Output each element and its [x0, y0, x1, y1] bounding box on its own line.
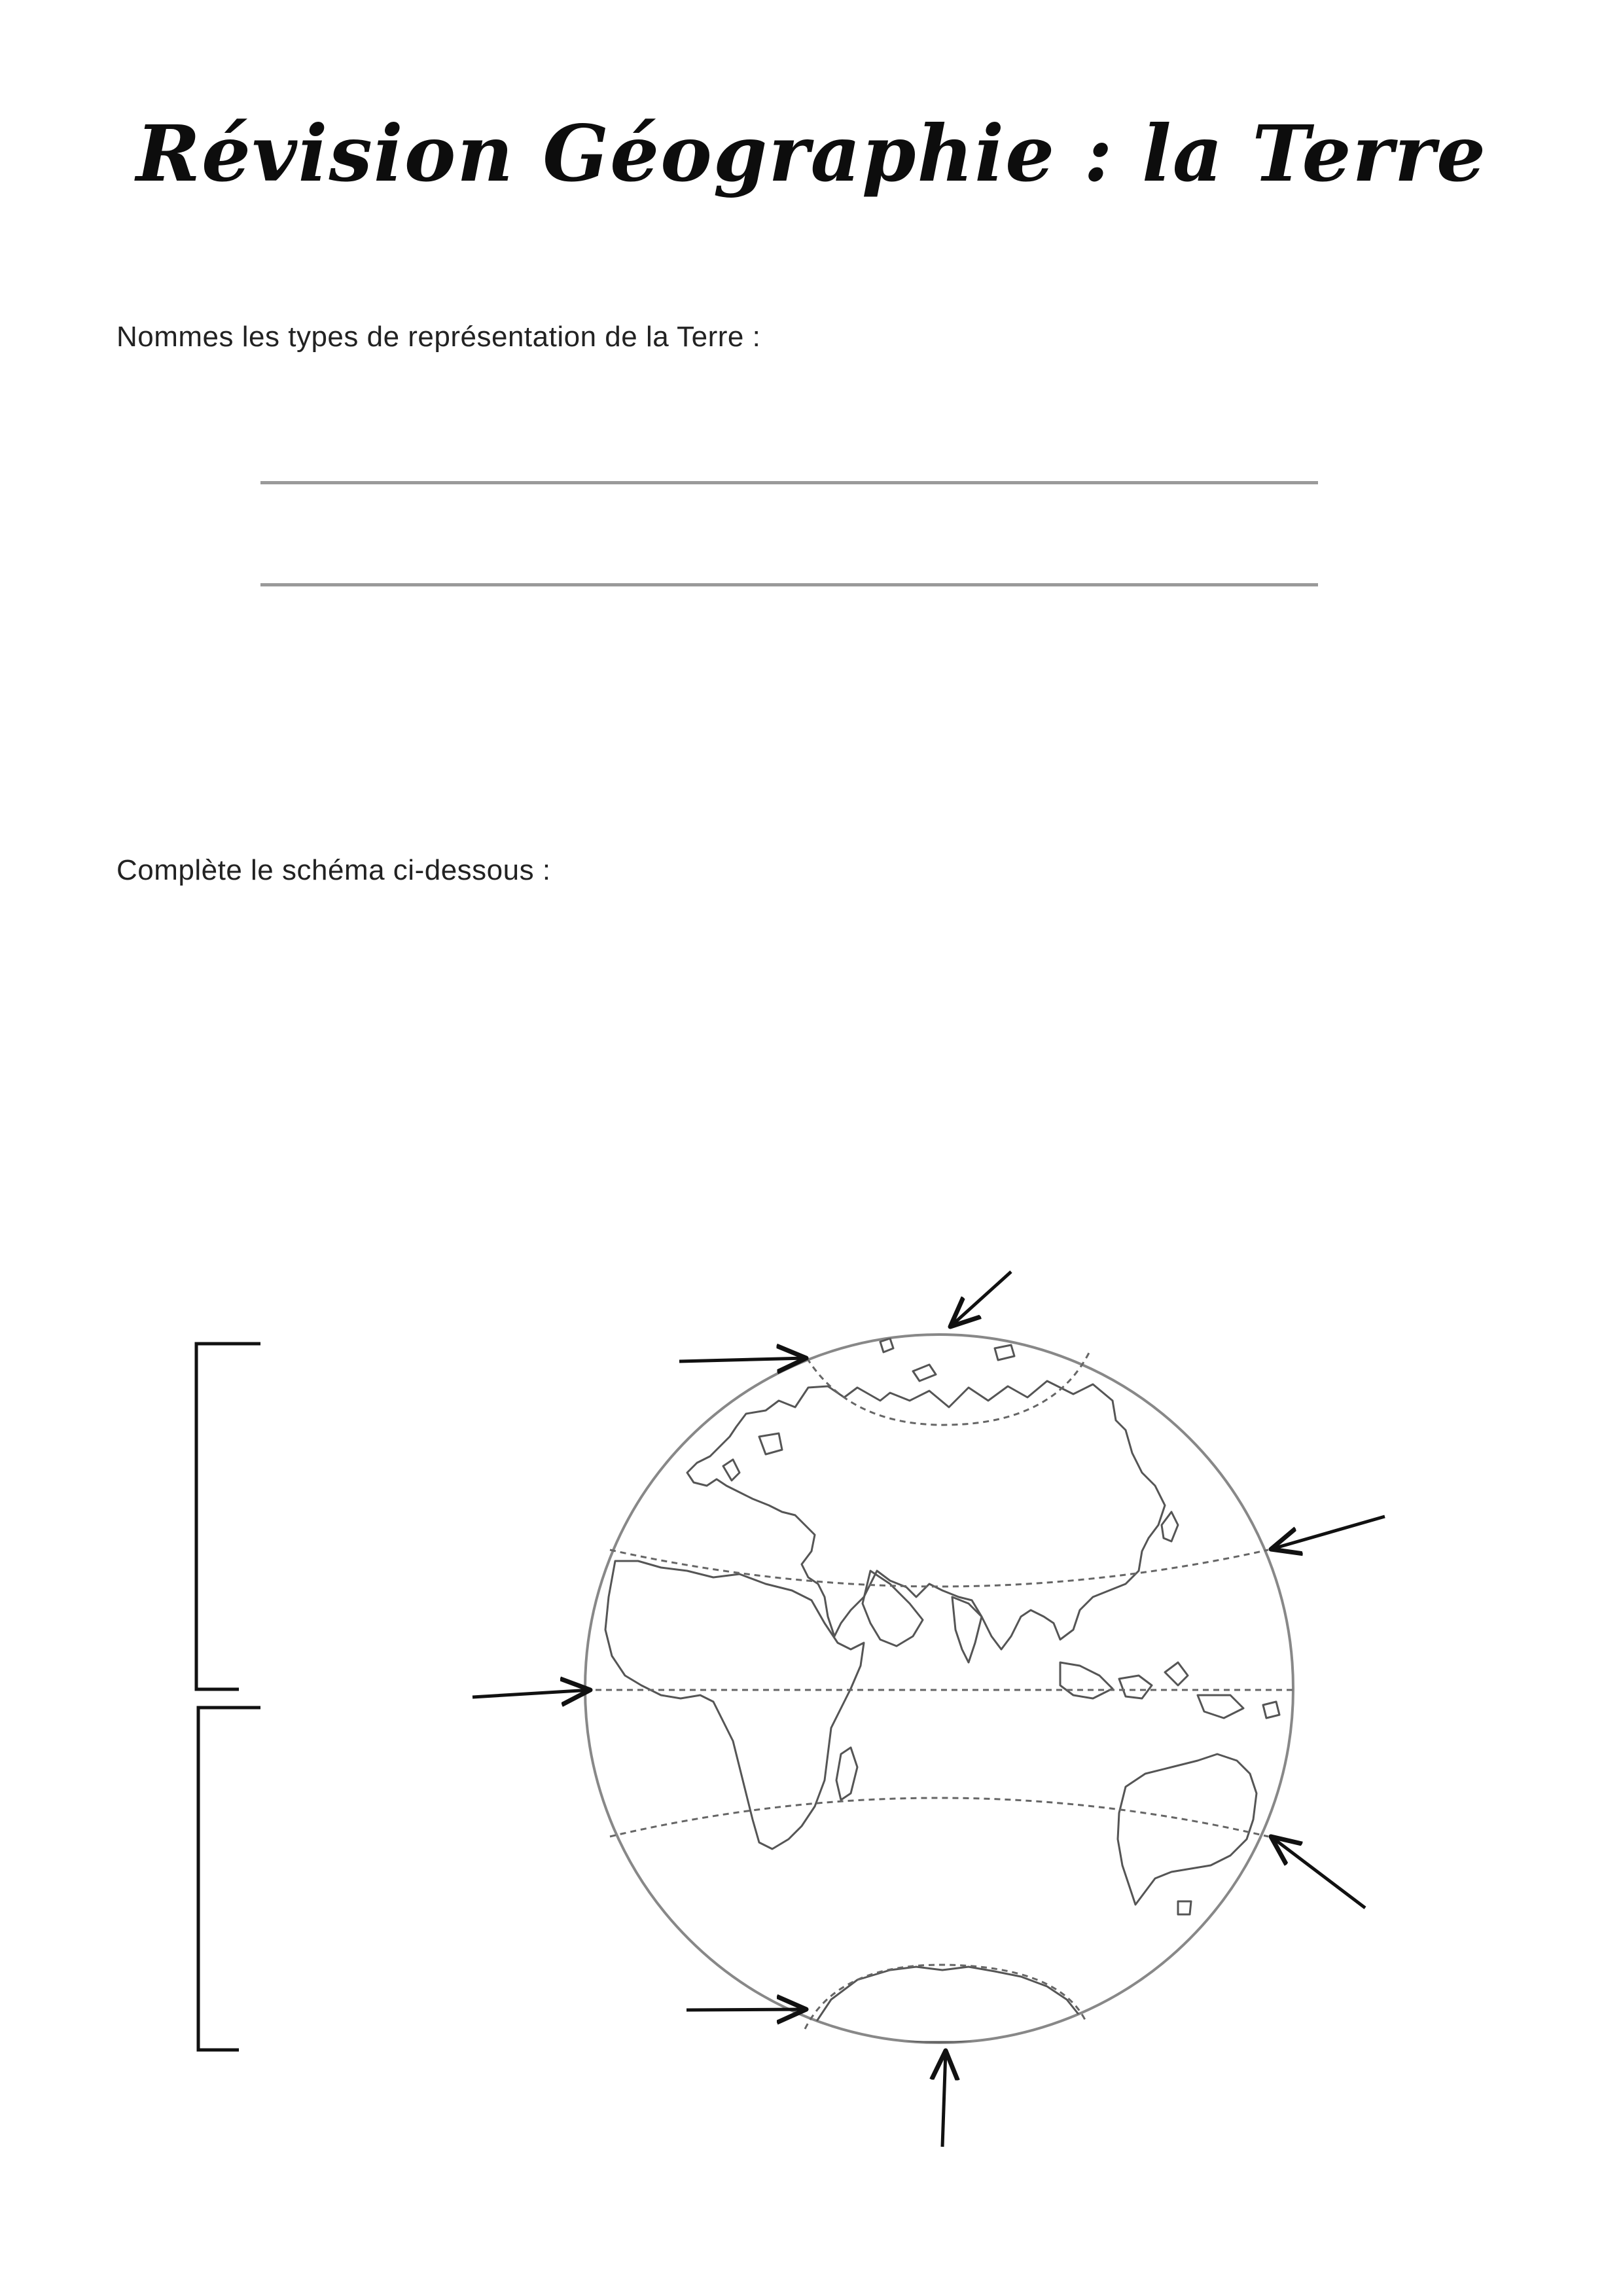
islands-arctic: [880, 1338, 893, 1352]
northern-hemisphere-bracket: [196, 1344, 260, 1689]
globe-outline: [585, 1335, 1293, 2043]
globe-diagram: [0, 1244, 1623, 2173]
island-britain: [723, 1460, 740, 1480]
question-representation-types: Nommes les types de représentation de la Terre :: [116, 321, 761, 353]
arrow-arctic-circle: [679, 1358, 806, 1361]
question-complete-diagram: Complète le schéma ci-dessous :: [116, 854, 551, 886]
arctic-circle-line: [807, 1352, 1090, 1425]
islands-japan: [1162, 1512, 1178, 1541]
arrow-north-pole: [950, 1272, 1011, 1327]
continent-eurasia: [687, 1381, 1165, 1649]
islands-southeast-asia: [1060, 1662, 1113, 1698]
antarctic-circle-line: [805, 1965, 1086, 2029]
answer-line-2[interactable]: [260, 583, 1318, 586]
tropic-of-cancer-line: [610, 1550, 1268, 1587]
arrow-antarctic-circle: [687, 2009, 806, 2010]
southern-hemisphere-bracket: [198, 1708, 260, 2050]
island-madagascar: [836, 1748, 857, 1800]
arrow-equator: [473, 1690, 590, 1697]
continent-india: [952, 1597, 982, 1662]
tropic-of-capricorn-line: [610, 1798, 1268, 1837]
answer-line-1[interactable]: [260, 481, 1318, 484]
globe-icon: [585, 1335, 1293, 2043]
arrow-tropic-of-capricorn: [1271, 1837, 1365, 1908]
arrow-south-pole: [942, 2051, 946, 2147]
page-title: Révision Géographie : la Terre: [135, 108, 1488, 199]
arrow-tropic-of-cancer: [1271, 1516, 1385, 1549]
